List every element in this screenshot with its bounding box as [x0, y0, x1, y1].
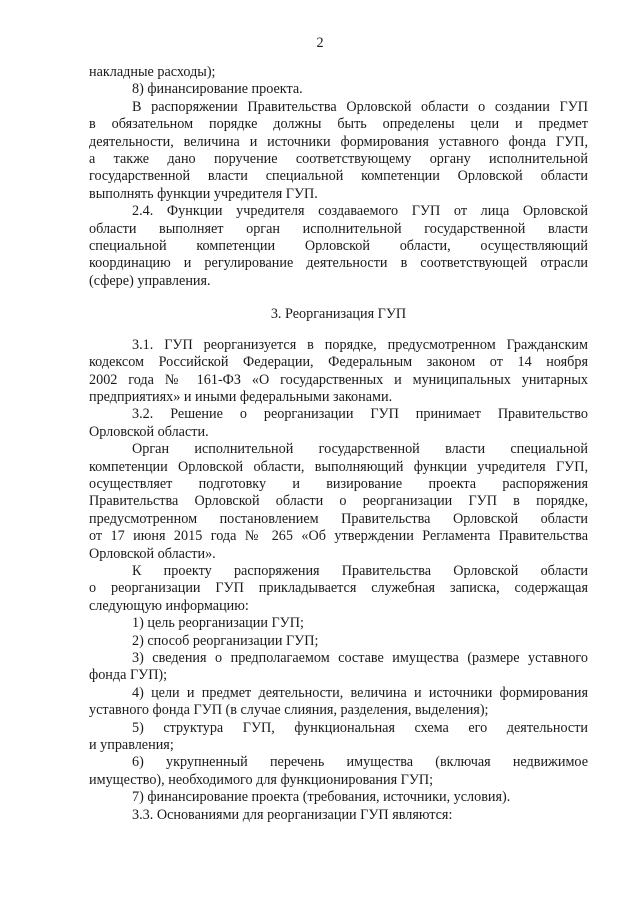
- text-line: Орловской области».: [89, 545, 216, 562]
- text-line: предприятиях» и иными федеральными законами.: [89, 388, 393, 405]
- section-heading: 3. Реорганизация ГУП: [270, 306, 407, 323]
- text-line: 6) укрупненный перечень имущества (включая недвижимое: [132, 754, 588, 771]
- text-line: В распоряжении Правительства Орловской области о создании ГУП: [132, 98, 588, 115]
- text-line: Правительства Орловской области о реорганизации ГУП в порядке,: [89, 493, 588, 510]
- text-line: выполнять функции учредителя ГУП.: [89, 185, 318, 202]
- text-line: Орган исполнительной государственной власти специальной: [132, 441, 588, 458]
- text-line: следующую информацию:: [89, 597, 249, 614]
- text-line: имущество), необходимого для функционирования ГУП;: [89, 771, 434, 788]
- text-line: 5) структура ГУП, функциональная схема его деятельности: [132, 719, 588, 736]
- text-line: (сфере) управления.: [89, 272, 211, 289]
- text-line: осуществляет подготовку и визирование проекта распоряжения: [89, 475, 588, 492]
- text-line: специальной компетенции Орловской области, осуществляющий: [89, 238, 588, 255]
- text-line: 1) цель реорганизации ГУП;: [132, 615, 304, 632]
- text-line: Орловской области.: [89, 423, 209, 440]
- text-line: кодексом Российской Федерации, Федеральным законом от 14 ноября: [89, 354, 588, 371]
- section-3-body: [89, 337, 588, 824]
- document-body: [89, 64, 588, 824]
- section-2-continuation: [89, 64, 588, 290]
- text-line: о реорганизации ГУП прикладывается служебная записка, содержащая: [89, 580, 588, 597]
- text-line: 4) цели и предмет деятельности, величина и источники формирования: [132, 684, 588, 701]
- text-line: и управления;: [89, 737, 174, 754]
- text-line: 7) финансирование проекта (требования, источники, условия).: [132, 789, 511, 806]
- text-line: 2.4. Функции учредителя создаваемого ГУП от лица Орловской: [132, 203, 588, 220]
- text-line: а также дано поручение соответствующему органу исполнительной: [89, 151, 588, 168]
- text-line: фонда ГУП);: [89, 667, 168, 684]
- text-line: 3.1. ГУП реорганизуется в порядке, предусмотренном Гражданским: [132, 336, 588, 353]
- text-line: 3.3. Основаниями для реорганизации ГУП являются:: [132, 806, 453, 823]
- text-line: 8) финансирование проекта.: [132, 81, 303, 98]
- text-line: 3.2. Решение о реорганизации ГУП принимает Правительство: [132, 406, 588, 423]
- text-line: компетенции Орловской области, выполняющий функции учредителя ГУП,: [89, 458, 588, 475]
- text-line: предусмотренном постановлением Правительства Орловской области: [89, 510, 588, 527]
- text-line: накладные расходы);: [89, 64, 216, 80]
- text-line: 2) способ реорганизации ГУП;: [132, 632, 319, 649]
- text-line: координацию и регулирование деятельности в соответствующей отрасли: [89, 255, 588, 272]
- page-number: 2: [316, 35, 324, 51]
- text-line: деятельности, величина и источники формирования уставного фонда ГУП,: [89, 133, 588, 150]
- text-line: в обязательном порядке должны быть определены цели и предмет: [89, 116, 588, 133]
- text-line: государственной власти специальной компетенции Орловской области: [89, 168, 588, 185]
- text-line: К проекту распоряжения Правительства Орловской области: [132, 562, 588, 579]
- text-line: области выполняет орган исполнительной государственной власти: [89, 220, 588, 237]
- text-line: от 17 июня 2015 года № 265 «Об утверждении Регламента Правительства: [89, 528, 588, 545]
- text-line: 2002 года № 161-ФЗ «О государственных и муниципальных унитарных: [89, 371, 588, 388]
- text-line: 3) сведения о предполагаемом составе имущества (размере уставного: [132, 650, 588, 666]
- text-line: уставного фонда ГУП (в случае слияния, разделения, выделения);: [89, 702, 489, 719]
